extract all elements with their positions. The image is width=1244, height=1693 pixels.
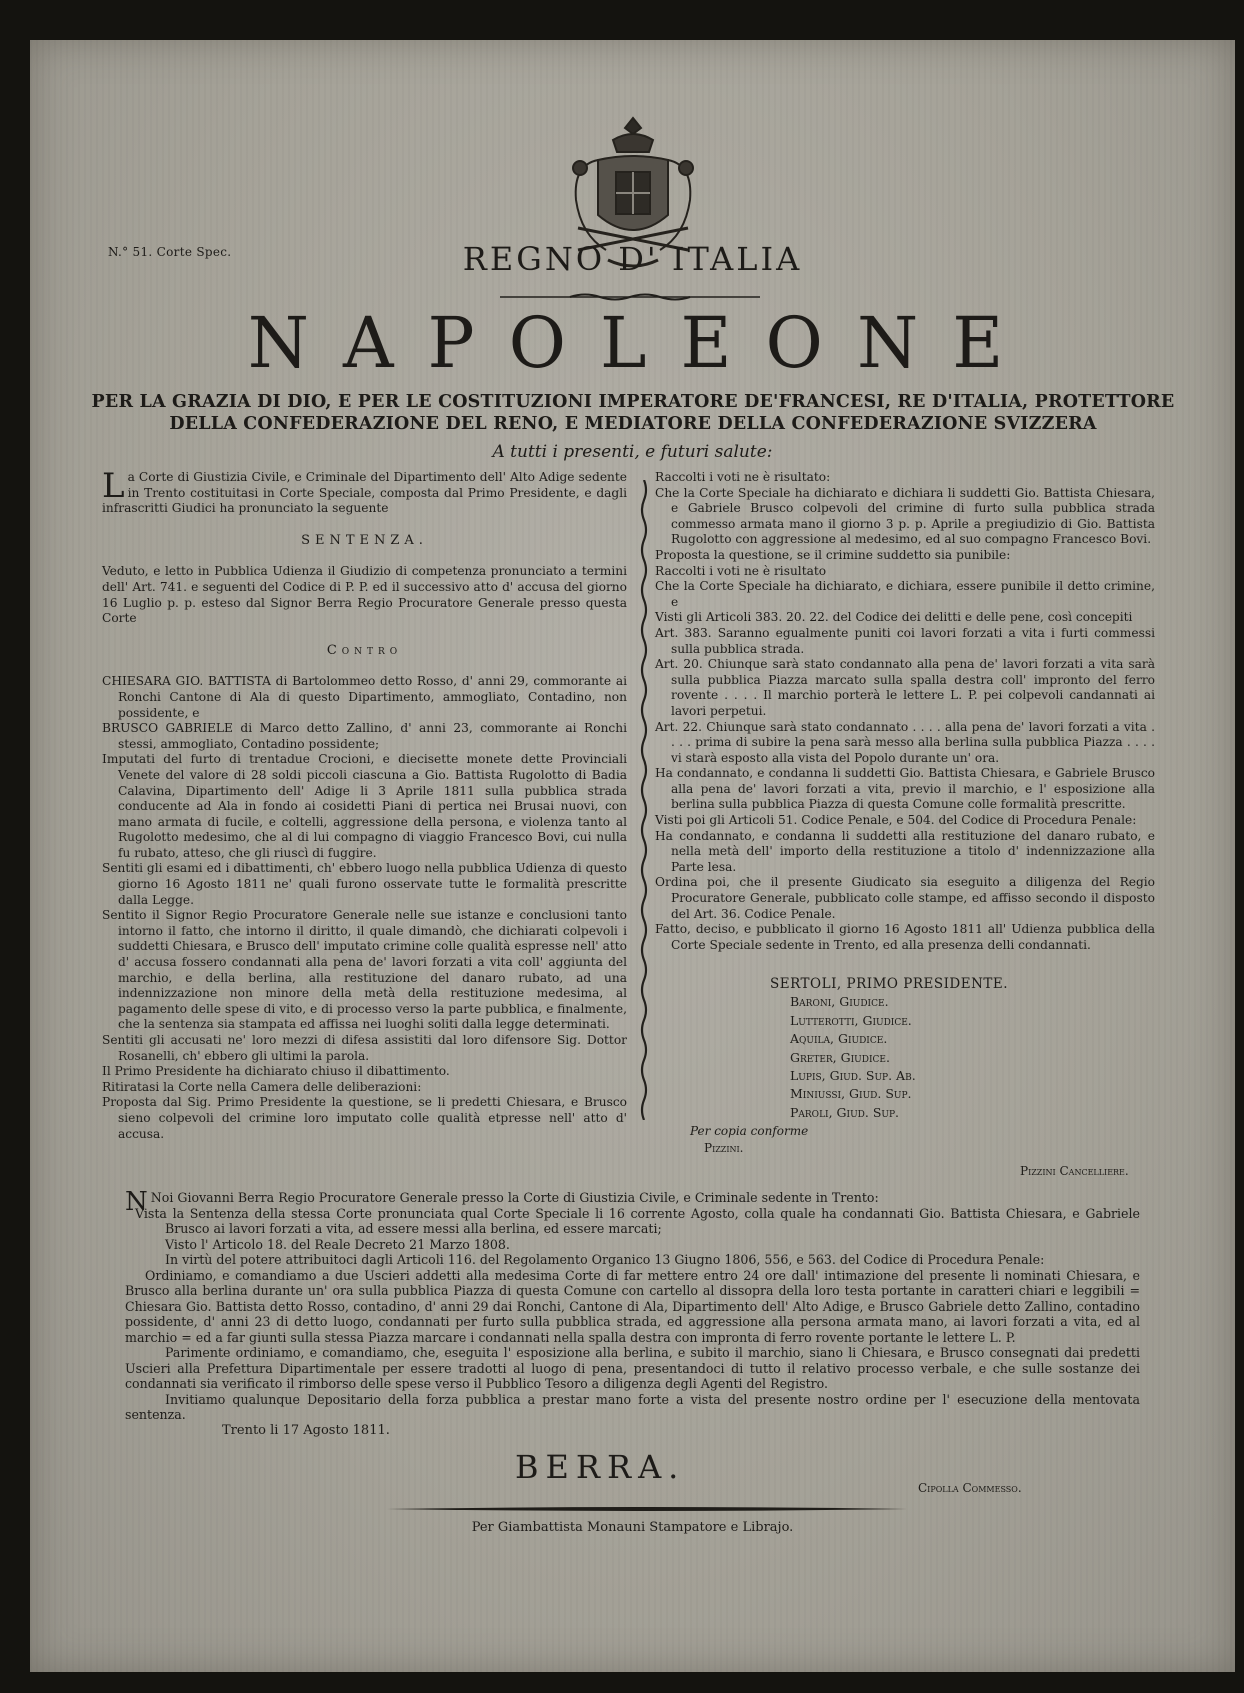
raccolti-2: Raccolti i voti ne è risultato [655,563,827,578]
drop-capital: L [102,466,125,506]
dichiarato-chiuso-paragraph: Il Primo Presidente ha dichiarato chiuso il dibattimento. [102,1064,450,1079]
article-22: Art. 22. Chiunque sarà stato condannato . . . . alla pena de' lavori forzati a vita . . . . prima di subire la pena sarà messo alla berlina sulla pubblica Piazza . . . . vi starà esposto alla vista del Popolo durante un' ora. [655,719,1155,765]
sentiti-accusati-paragraph: Sentiti gli accusati ne' loro mezzi di difesa assistiti dal loro difensore Sig. Dottor Rosanelli, ch' ebbero gli ultimi la parola. [102,1033,627,1063]
noi-paragraph: N Noi Giovanni Berra Regio Procuratore Generale presso la Corte di Giustizia Civile, e Criminale sedente in Trento: [125,1187,879,1217]
copia-name: Pizzini. [704,1141,744,1155]
copy-certification [690,1123,808,1157]
verdict-guilty: Che la Corte Speciale ha dichiarato e dichiara li suddetti Gio. Battista Chiesara, e Gabriele Brusco colpevoli del crimine di furto sulla pubblica strada commesso armata mano il giorno 3 p. p. Aprile a pregiudizio di Gio. Battista Rugolotto con aggressione al medesimo, ed al suo compagno Francesco Bovi. [655,485,1155,547]
judges-block [770,975,1009,1122]
titles-line-1: PER LA GRAZIA DI DIO, E PER LE COSTITUZIONI IMPERATORE DE'FRANCESI, RE D'ITALIA, PROTETTORE [91,392,1175,412]
visti-poi: Visti poi gli Articoli 51. Codice Penale, e 504. del Codice di Procedura Penale: [655,813,1137,828]
chancellor-signature: Pizzini Cancelliere. [1020,1164,1129,1178]
copia-label: Per copia conforme [690,1124,809,1138]
bottom-rule [387,1505,907,1513]
article-383: Art. 383. Saranno egualmente puniti coi lavori forzati a vita i furti commessi sulla pubblica strada. [655,625,1155,656]
condemnation-1: Ha condannato, e condanna li suddetti Gio. Battista Chiesara, e Gabriele Brusco alla pena de' lavori forzati a vita, previo il marchio, e l' esposizione alla berlina sulla pubblica Piazza di questa Comune colle formalità prescritte. [655,766,1155,812]
titles-line-2: DELLA CONFEDERAZIONE DEL RENO, E MEDIATORE DELLA CONFEDERAZIONE SVIZZERA [169,414,1097,434]
ritiratasi-paragraph: Ritiratasi la Corte nella Camera delle deliberazioni: [102,1079,422,1094]
vista-paragraph: Vista la Sentenza della stessa Corte pronunciata qual Corte Speciale li 16 corrente Agosto, colla quale ha condannati Gio. Battista Chiesara, e Gabriele Brusco ai lavori forzati a vita, ad essere messi alla berlina, ed essere marcati; [135,1205,1140,1236]
fatto-paragraph: Fatto, deciso, e pubblicato il giorno 16 Agosto 1811 all' Udienza pubblica della Corte Speciale sedente in Trento, ed alla presenza delli condannati. [655,922,1155,952]
judge-entry: Lutterotti, Giudice. [790,1012,912,1028]
emperor-name: NAPOLEONE [247,302,1038,384]
ornamental-rule [500,292,760,302]
ordiniamo-paragraph: Ordiniamo, e comandiamo a due Uscieri addetti alla medesima Corte di far mettere entro 24 ore dall' intimazione del presente li nominati Chiesara, e Brusco alla berlina durante un' ora sulla pubblica Piazza di questa Comune con cartello al dissopra della loro testa portante in caratteri chiari e leggibili = Chiesara Gio. Battista detto Rosso, contadino, d' anni 29 dai Ronchi, Cantone di Ala, Dipartimento dell' Alto Adige, e Brusco Gabriele detto Zallino, contadino possidente, d' anni 23 di detto luogo, condannati per furto sulla pubblica strada, ed aggressione alla persona armata mano, ai lavori forzati a vita, ed al marchio = ed a far giunti sulla stessa Piazza marcare i condannati nella spalla destra con impronta di ferro rovente portante le lettere L. P. [125,1267,1140,1345]
contro-heading: Contro [326,642,403,658]
intro-paragraph: La Corte di Giustizia Civile, e Criminale del Dipartimento dell' Alto Adige sedente in Trento costituitasi in Corte Speciale, composta dal Primo Presidente, e dagli infrascritti Giudici ha pronunciato la seguente [102,466,627,516]
visto-paragraph: Visto l' Articolo 18. del Reale Decreto 21 Marzo 1808. [165,1236,510,1252]
judge-entry: Miniussi, Giud. Sup. [790,1086,912,1102]
accused-brusco: BRUSCO GABRIELE di Marco detto Zallino, d' anni 23, commorante ai Ronchi stessi, ammogliato, Contadino possidente; [102,721,627,751]
column-divider [640,480,648,1120]
judge-entry: Lupis, Giud. Sup. Ab. [790,1068,916,1084]
sentiti-esami-paragraph: Sentiti gli esami ed i dibattimenti, ch' ebbero luogo nella pubblica Udienza di questo giorno 16 Agosto 1811 ne' quali furono osservate tutte le formalità prescritte dalla Legge. [102,861,627,907]
verdict-punishable: Che la Corte Speciale ha dichiarato, e dichiara, essere punibile il detto crimine, e [655,579,1155,609]
proposta-paragraph: Proposta dal Sig. Primo Presidente la questione, se li predetti Chiesara, e Brusco sieno colpevoli del crimine loro imputato colle qualità etpresse nell' atto d' accusa. [102,1095,627,1141]
procurator-signature: BERRA. [515,1448,686,1486]
imputati-paragraph: Imputati del furto di trentadue Crocioni, e diecisette monete dette Provinciali Venete del valore di 28 soldi piccoli ciascuna a Gio. Battista Rugolotto di Badia Calavina, Dipartimento dell' Adige li 3 Aprile 1811 sulla pubblica strada conducente ad Ala in fondo ai cosidetti Piani di pertica nei Brusai nuovi, con mano armata di fucile, e coltelli, aggressione della persona, e violenza tanto al Rugolotto medesimo, che al di lui compagno di viaggio Francesco Bovi, cui nulla fu rubato, atteso, che gli riuscì di fuggire. [102,752,627,860]
printer-line: Per Giambattista Monauni Stampatore e Librajo. [471,1520,794,1535]
right-column [655,470,1155,953]
veduto-paragraph: Veduto, e letto in Pubblica Udienza il Giudizio di competenza pronunciato a termini dell' Art. 741. e seguenti del Codice di P. P. ed il successivo atto d' accusa del giorno 16 Luglio p. p. esteso dal Signor Berra Regio Procuratore Generale presso questa Corte [102,564,627,626]
visti-articoli: Visti gli Articoli 383. 20. 22. del Codice dei delitti e delle pene, così concepiti [655,610,1133,625]
article-20: Art. 20. Chiunque sarà stato condannato alla pena de' lavori forzati a vita sarà sulla pubblica Piazza marcato sulla spalla destra coll' impronto del ferro rovente . . . . Il marchio porterà le lettere L. P. pei colpevoli candannati ai lavori perpetui. [655,657,1155,718]
in-virtu-paragraph: In virtù del potere attribuitoci dagli Articoli 116. del Regolamento Organico 13 Giugno 1806, 556, e 563. del Codice di Procedura Penale: [165,1252,1045,1267]
judge-entry: Baroni, Giudice. [790,994,889,1010]
commesso-signature: Cipolla Commesso. [918,1481,1022,1495]
first-president: SERTOLI, PRIMO PRESIDENTE. [770,976,1009,992]
place-date: Trento li 17 Agosto 1811. [222,1423,390,1438]
sentenza-heading: SENTENZA. [301,532,428,548]
ordina-paragraph: Ordina poi, che il presente Giudicato sia eseguito a diligenza del Regio Procuratore Generale, pubblicato colle stampe, ed affisso secondo il disposto del Art. 36. Codice Penale. [655,875,1155,921]
procurator-order [125,1187,1140,1423]
document-number: N.° 51. Corte Spec. [108,245,232,259]
sentito-procuratore-paragraph: Sentito il Signor Regio Procuratore Generale nelle sue istanze e conclusioni tanto intorno il fatto, che intorno il diritto, il quale dimandò, che dichiarati colpevoli i suddetti Chiesara, e Brusco dell' imputato crimine colle qualità espresse nell' atto d' accusa fossero condannati alla pena de' lavori forzati a vita coll' aggiunta del marchio, e della berlina, alla restituzione del danaro rubato, ad una indennizzazione non minore della metà della restituzione medesima, al pagamento delle spese di vito, e di processo verso la parte pubblica, e finalmente, che la sentenza sia stampata ed affissa nei luoghi soliti dalla legge determinati. [102,908,627,1032]
condemnation-2: Ha condannato, e condanna li suddetti alla restituzione del danaro rubato, e nella metà dell' importo della restituzione a titolo d' indennizzazione alla Parte lesa. [655,828,1155,874]
judge-entry: Paroli, Giud. Sup. [790,1104,900,1120]
left-column [102,466,627,1142]
parimente-paragraph: Parimente ordiniamo, e comandiamo, che, eseguita l' esposizione alla berlina, e subito il marchio, siano li Chiesara, e Brusco consegnati dai predetti Uscieri alla Prefettura Dipartimentale per essere tradotti al luogo di pena, presentandoci di tutto il relativo processo verbale, e che sulle sostanze dei condannati sia verificato il rimborso delle spese verso il Pubblico Tesoro a diligenza degli Agenti del Registro. [125,1345,1140,1391]
proposta-punibile: Proposta la questione, se il crimine suddetto sia punibile: [655,547,1011,562]
raccolti-1: Raccolti i voti ne è risultato: [655,470,831,484]
kingdom-title: REGNO D' ITALIA [462,240,803,278]
judge-entry: Greter, Giudice. [790,1049,890,1065]
accused-chiesara: CHIESARA GIO. BATTISTA di Bartolommeo detto Rosso, d' anni 29, commorante ai Ronchi Cantone di Ala di questo Dipartimento, ammogliato, Contadino, non possidente, e [102,674,627,720]
judge-entry: Aquila, Giudice. [790,1031,888,1047]
invitiamo-paragraph: Invitiamo qualunque Depositario della forza pubblica a prestar mano forte a vista del presente nostro ordine per l' esecuzione della mentovata sentenza. [125,1391,1140,1422]
salutation: A tutti i presenti, e futuri salute: [492,442,773,462]
proclamation-sheet [30,40,1235,1672]
